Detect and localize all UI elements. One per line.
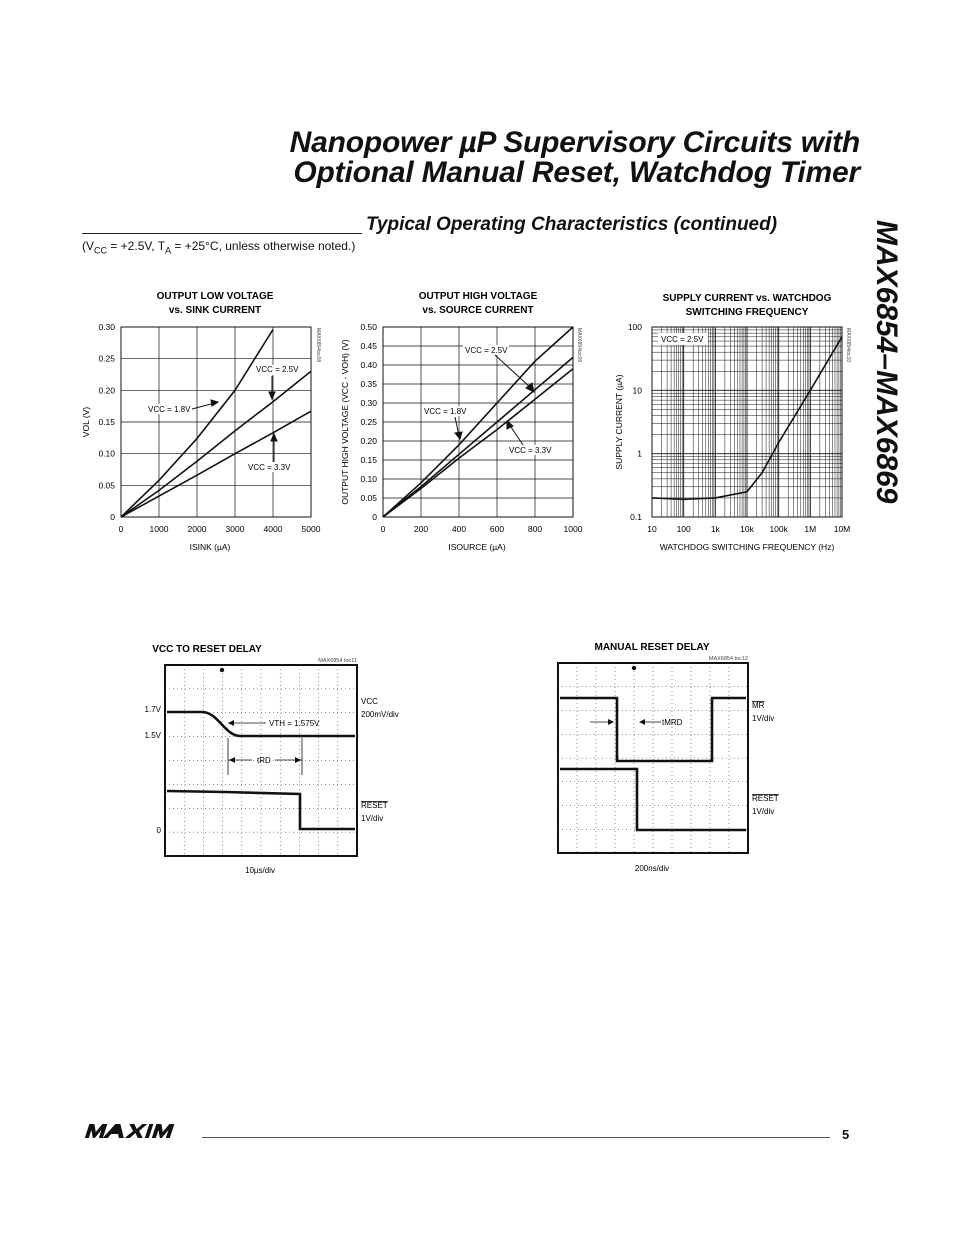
- chart1-ytick: 0.30: [98, 322, 115, 332]
- scope1-code: MAX6854 toc11: [318, 658, 357, 664]
- chart1-xtick: 3000: [225, 524, 245, 534]
- scope1-ch1-label: VCC: [361, 697, 378, 706]
- chart2-xtick: 1000: [563, 524, 583, 534]
- chart3-code: MAX6854toc10: [845, 328, 851, 363]
- chart2-ytick: 0.25: [360, 417, 377, 427]
- chart2-xlabel: ISOURCE (µA): [448, 542, 506, 552]
- chart3-ylabel: SUPPLY CURRENT (µA): [614, 374, 624, 470]
- maxim-logo: [82, 1122, 192, 1142]
- chart2-title-line2: vs. SOURCE CURRENT: [422, 305, 534, 316]
- chart2-ytick: 0.45: [360, 341, 377, 351]
- scope2-ch2-label: RESET: [752, 794, 779, 803]
- chart3-label-25: VCC = 2.5V: [661, 335, 704, 344]
- chart3-title-line2: SWITCHING FREQUENCY: [685, 307, 809, 318]
- chart2-xtick: 200: [413, 524, 429, 534]
- chart1-xtick: 0: [118, 524, 124, 534]
- chart3-ytick: 1: [637, 448, 642, 459]
- chart2-ytick: 0.50: [360, 322, 377, 332]
- chart1-ytick: 0.10: [98, 448, 115, 459]
- scope1-ch1-scale: 200mV/div: [361, 710, 399, 719]
- chart1-title-line1: OUTPUT LOW VOLTAGE: [156, 291, 274, 302]
- chart2-title-line1: OUTPUT HIGH VOLTAGE: [418, 291, 538, 302]
- chart-output-low-voltage: [60, 282, 340, 562]
- chart1-xlabel: ISINK (µA): [189, 542, 231, 552]
- chart2-xtick: 600: [489, 524, 505, 534]
- page-number: 5: [842, 1127, 850, 1142]
- page-title-line2: Optional Manual Reset, Watchdog Timer: [293, 156, 860, 189]
- chart2-xtick: 800: [527, 524, 543, 534]
- chart1-code: MAX6854toc08: [315, 328, 321, 363]
- part-number: MAX6854–MAX6869: [870, 220, 903, 504]
- chart1-ytick: 0.25: [98, 353, 115, 364]
- chart3-xtick: 10: [647, 524, 657, 534]
- chart2-ytick: 0.05: [360, 493, 377, 503]
- scope2-ch2-scale: 1V/div: [752, 807, 775, 816]
- chart2-ytick: 0.40: [360, 360, 377, 370]
- chart2-label-33: VCC = 3.3V: [509, 446, 552, 455]
- chart2-xtick: 400: [451, 524, 467, 534]
- chart3-ytick: 0.1: [630, 512, 642, 522]
- chart3-xtick: 1k: [710, 524, 720, 534]
- chart3-xtick: 100: [676, 524, 691, 534]
- scope1-title: VCC TO RESET DELAY: [152, 644, 262, 655]
- scope1-label-17: 1.7V: [144, 705, 161, 714]
- scope-manual-reset-delay: [545, 630, 835, 880]
- chart2-ylabel: OUTPUT HIGH VOLTAGE (VCC - VOH) (V): [340, 339, 350, 505]
- scope2-title: MANUAL RESET DELAY: [594, 642, 710, 653]
- scope1-timebase: 10µs/div: [245, 866, 275, 875]
- chart2-series-line: [383, 357, 573, 517]
- page-title: [150, 128, 860, 188]
- chart2-ytick: 0.30: [360, 398, 377, 408]
- scope-vcc-to-reset-delay: [140, 630, 430, 880]
- scope1-ch2-label: RESET: [361, 801, 388, 810]
- scope2-ch1-scale: 1V/div: [752, 714, 775, 723]
- chart1-label-33: VCC = 3.3V: [248, 463, 291, 472]
- chart2-series-line: [383, 369, 573, 517]
- chart1-ytick: 0: [110, 512, 115, 522]
- chart3-title-line1: SUPPLY CURRENT vs. WATCHDOG: [662, 293, 832, 304]
- chart2-ytick: 0.35: [360, 379, 377, 389]
- chart3-ytick: 100: [627, 322, 642, 332]
- footer-rule: [202, 1137, 830, 1138]
- chart1-ytick: 0.15: [98, 417, 115, 427]
- part-number-vertical: [870, 220, 908, 550]
- section-rule: [82, 233, 362, 234]
- scope2-code: MAX6854 toc12: [708, 656, 748, 662]
- chart-output-high-voltage: [335, 282, 595, 562]
- scope2-ch1-label: MR: [752, 701, 765, 710]
- chart-supply-current: [603, 282, 863, 562]
- chart1-label-25: VCC = 2.5V: [256, 365, 299, 374]
- chart1-label-18: VCC = 1.8V: [148, 405, 191, 414]
- chart2-ytick: 0.20: [360, 436, 377, 446]
- chart3-xtick: 100k: [769, 524, 788, 534]
- section-title: Typical Operating Characteristics (continued): [366, 214, 778, 235]
- chart2-ytick: 0: [372, 512, 377, 522]
- chart2-ytick: 0.10: [360, 474, 377, 484]
- chart3-xtick: 10k: [740, 524, 754, 534]
- conditions-note: ($V_{CC} = +2.5V$, $T_A = +25^\circ C$, unless otherwise noted.): [82, 239, 356, 256]
- chart3-xtick: 1M: [804, 524, 817, 534]
- scope1-ch2-scale: 1V/div: [361, 814, 384, 823]
- chart1-xtick: 2000: [187, 524, 207, 534]
- scope1-label-0: 0: [156, 826, 161, 835]
- scope1-trd-label: tRD: [257, 756, 271, 765]
- chart1-xtick: 4000: [263, 524, 283, 534]
- chart1-ylabel: VOL (V): [81, 406, 91, 438]
- chart1-title-line2: vs. SINK CURRENT: [168, 305, 262, 316]
- page-title-line1: Nanopower µP Supervisory Circuits with: [289, 126, 860, 159]
- scope2-timebase: 200ns/div: [634, 864, 670, 873]
- chart1-ytick: 0.20: [98, 385, 115, 396]
- chart2-code: MAX6854toc09: [576, 328, 582, 363]
- chart3-xlabel: WATCHDOG SWITCHING FREQUENCY (Hz): [659, 542, 835, 552]
- chart3-xtick: 10M: [833, 524, 851, 534]
- chart2-ytick: 0.15: [360, 455, 377, 465]
- chart1-series-line: [121, 371, 311, 517]
- chart1-ytick: 0.05: [98, 480, 115, 491]
- chart2-xtick: 0: [380, 524, 386, 534]
- chart2-label-25: VCC = 2.5V: [465, 346, 508, 355]
- chart1-xtick: 1000: [149, 524, 169, 534]
- scope1-vth-label: VTH = 1.575V: [269, 719, 320, 728]
- chart1-xtick: 5000: [301, 524, 321, 534]
- scope2-tmrd-label: tMRD: [662, 718, 683, 727]
- scope1-label-15: 1.5V: [144, 731, 161, 740]
- chart3-ytick: 10: [632, 385, 642, 396]
- chart2-label-18: VCC = 1.8V: [424, 407, 467, 416]
